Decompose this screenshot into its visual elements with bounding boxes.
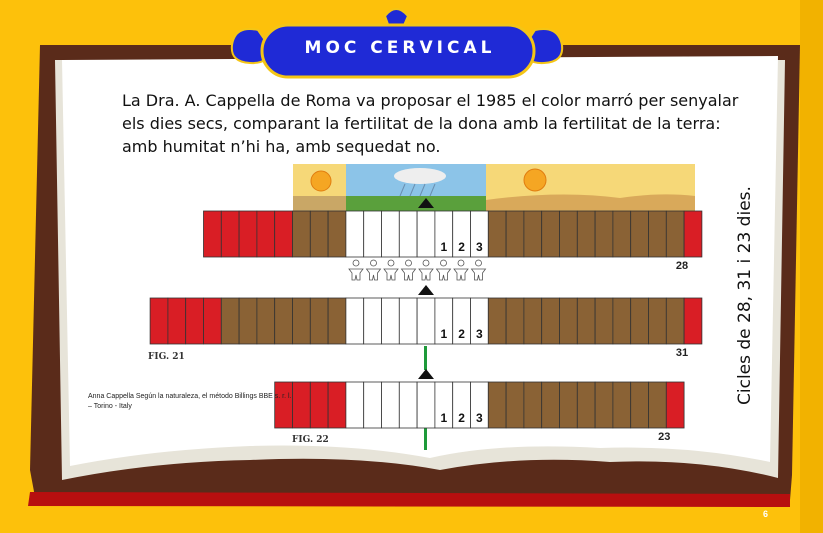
day-cell [506,298,524,344]
day-cell [649,211,667,257]
landscape-strip [293,164,695,211]
day-cell [488,382,506,428]
day-cell [524,298,542,344]
day-cell [506,382,524,428]
day-cell [257,298,275,344]
day-cell [275,298,293,344]
day-cell [293,298,311,344]
day-cell [613,298,631,344]
day-cell [382,382,400,428]
day-cell [310,382,328,428]
day-cell [649,298,667,344]
day-cell [613,382,631,428]
day-cell [417,298,435,344]
day-cell [506,211,524,257]
day-cell [221,298,239,344]
day-cell [204,298,222,344]
day-cell [560,211,578,257]
post-peak-label: 2 [458,411,465,425]
day-cell [666,298,684,344]
post-peak-label: 2 [458,327,465,341]
side-cycles-text: Cicles de 28, 31 i 23 dies. [735,186,755,405]
post-peak-label: 1 [440,411,448,425]
day-cell [613,211,631,257]
day-cell [328,298,346,344]
day-cell [399,382,417,428]
day-cell [328,382,346,428]
day-cell [684,211,702,257]
day-cell [293,382,311,428]
day-cell [257,211,275,257]
day-cell [595,382,613,428]
day-cell [346,211,364,257]
day-cell [649,382,667,428]
day-cell [399,298,417,344]
page-title: MOC CERVICAL [304,38,496,58]
marker-line-2 [424,428,427,450]
day-cell [346,298,364,344]
day-cell [542,382,560,428]
day-cell [239,298,257,344]
post-peak-label: 3 [476,327,483,341]
day-cell [577,382,595,428]
day-cell [417,211,435,257]
cycle-length-label: 28 [675,260,689,272]
day-cell [150,298,168,344]
day-cell [239,211,257,257]
book-red-edge [28,492,790,507]
post-peak-label: 3 [476,411,483,425]
day-cell [488,211,506,257]
day-cell [631,211,649,257]
day-cell [666,211,684,257]
day-cell [310,211,328,257]
day-cell [631,298,649,344]
fig-label-21: FIG. 21 [148,352,185,362]
day-cell [577,211,595,257]
day-cell [204,211,222,257]
post-peak-label: 1 [440,327,448,341]
day-cell [310,298,328,344]
day-cell [684,298,702,344]
day-cell [488,298,506,344]
day-cell [168,298,186,344]
day-cell [577,298,595,344]
day-cell [560,298,578,344]
day-cell [275,211,293,257]
marker-line-1 [424,346,427,370]
day-cell [293,211,311,257]
page-number: 6 [763,509,769,519]
day-cell [382,211,400,257]
day-cell [560,382,578,428]
cycle-length-label: 23 [658,431,671,443]
post-peak-label: 2 [458,240,465,254]
day-cell [221,211,239,257]
post-peak-label: 1 [440,240,448,254]
day-cell [346,382,364,428]
day-cell [631,382,649,428]
day-cell [364,382,382,428]
day-cell [364,298,382,344]
day-cell [364,211,382,257]
fig-label-22: FIG. 22 [292,435,329,445]
day-cell [542,211,560,257]
day-cell [186,298,204,344]
day-cell [542,298,560,344]
day-cell [524,382,542,428]
credit-text: Anna Cappella Según la naturaleza, el método Billings BBE s. r. l. – Torino - Italy [88,393,292,410]
day-cell [328,211,346,257]
post-peak-label: 3 [476,240,483,254]
day-cell [595,211,613,257]
day-cell [417,382,435,428]
cycle-length-label: 31 [675,347,689,359]
intro-paragraph: La Dra. A. Cappella de Roma va proposar el 1985 el color marró per senyalar els dies secs, comparant la fertilitat de la dona amb la fertilitat de la terra: amb humitat n’hi ha, amb sequedat no. [122,91,739,156]
day-cell [595,298,613,344]
day-cell [524,211,542,257]
day-cell [382,298,400,344]
day-cell [399,211,417,257]
right-edge [800,0,823,533]
day-cell [666,382,684,428]
